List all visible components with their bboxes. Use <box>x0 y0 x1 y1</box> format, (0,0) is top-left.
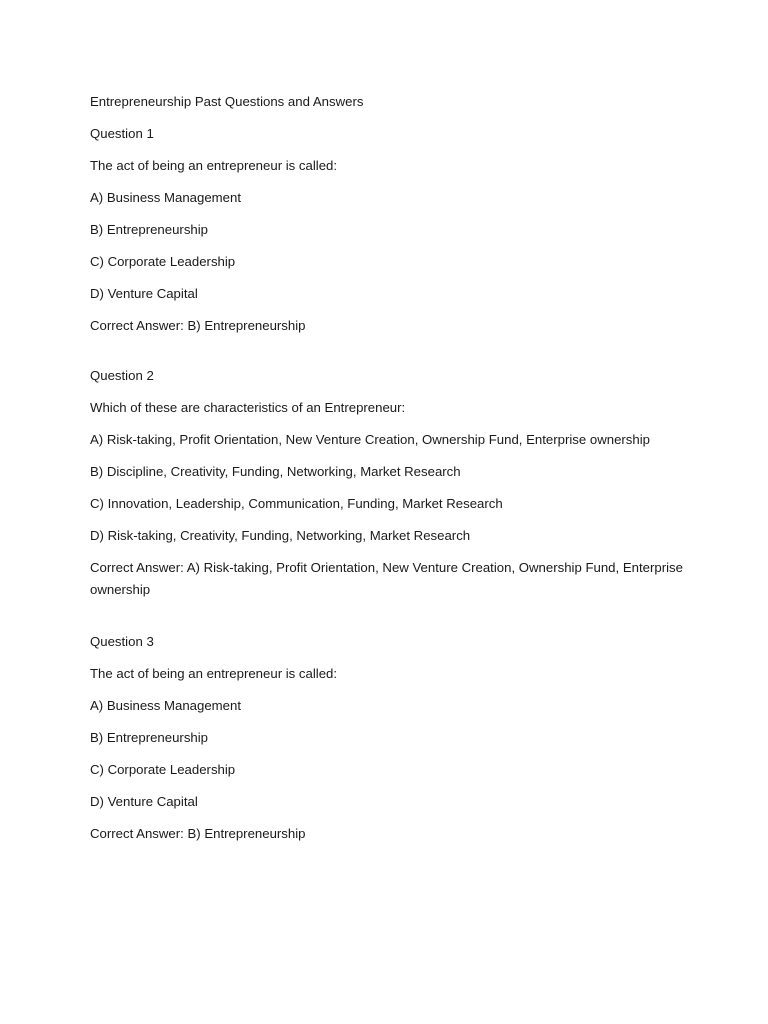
answer-option-b: B) Entrepreneurship <box>90 222 209 237</box>
question-block-3 <box>90 633 690 843</box>
correct-answer: Correct Answer: B) Entrepreneurship <box>90 318 306 333</box>
question-block-2 <box>90 367 690 601</box>
answer-option-c: C) Innovation, Leadership, Communication, Funding, Market Research <box>90 496 503 511</box>
question-heading: Question 2 <box>90 368 154 383</box>
answer-option-a: A) Business Management <box>90 698 241 713</box>
question-heading: Question 1 <box>90 126 154 141</box>
document-page <box>90 93 690 857</box>
answer-option-a: A) Business Management <box>90 190 241 205</box>
question-prompt: The act of being an entrepreneur is called: <box>90 666 338 681</box>
answer-option-c: C) Corporate Leadership <box>90 254 236 269</box>
correct-answer: Correct Answer: B) Entrepreneurship <box>90 826 306 841</box>
answer-option-b: B) Entrepreneurship <box>90 730 209 745</box>
answer-option-a: A) Risk-taking, Profit Orientation, New Venture Creation, Ownership Fund, Enterprise ownership <box>90 432 650 447</box>
answer-option-c: C) Corporate Leadership <box>90 762 236 777</box>
answer-option-b: B) Discipline, Creativity, Funding, Networking, Market Research <box>90 464 461 479</box>
answer-option-d: D) Venture Capital <box>90 286 198 301</box>
answer-option-d: D) Venture Capital <box>90 794 198 809</box>
question-block-1 <box>90 125 690 335</box>
document-title: Entrepreneurship Past Questions and Answers <box>90 94 364 109</box>
question-prompt: Which of these are characteristics of an Entrepreneur: <box>90 400 406 415</box>
question-prompt: The act of being an entrepreneur is called: <box>90 158 338 173</box>
question-heading: Question 3 <box>90 634 154 649</box>
answer-option-d: D) Risk-taking, Creativity, Funding, Networking, Market Research <box>90 528 471 543</box>
correct-answer: Correct Answer: A) Risk-taking, Profit Orientation, New Venture Creation, Ownership Fund, Enterprise ownership <box>90 560 683 597</box>
